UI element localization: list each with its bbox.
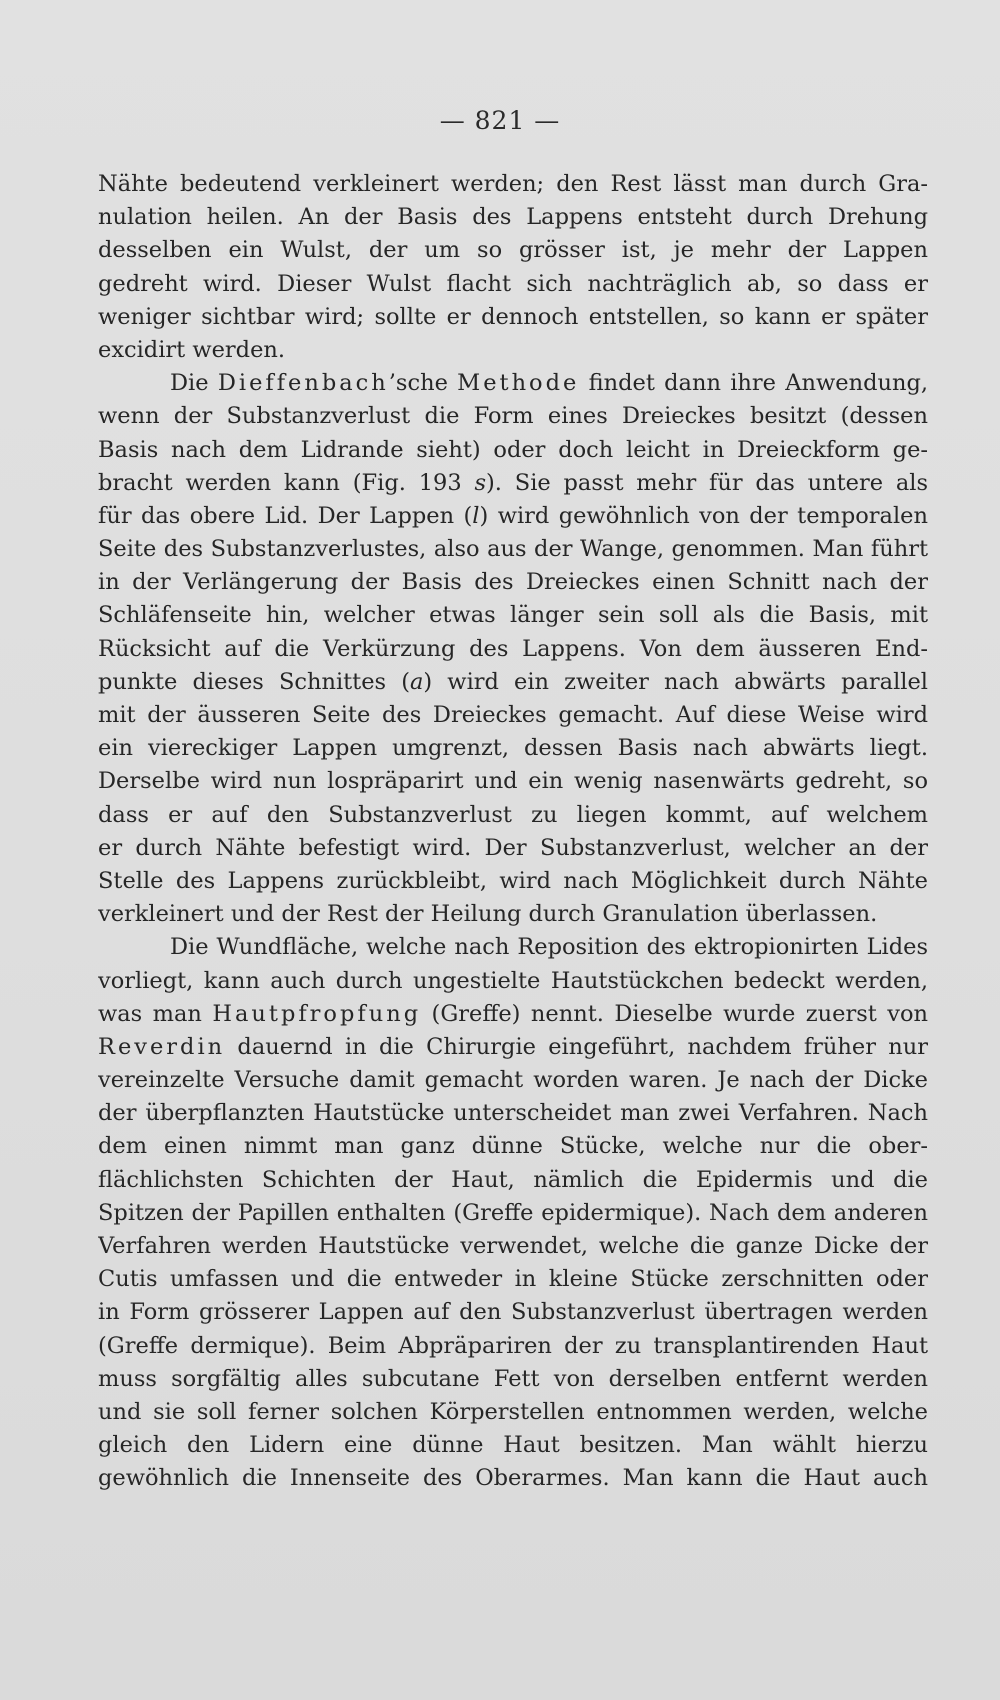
text-line: in Form grösserer Lappen auf den Substanzverlust übertragen werden: [98, 1299, 928, 1326]
body-text: [98, 168, 928, 1496]
text-line: (Greffe dermique). Beim Abpräpariren der zu transplantirenden Haut: [98, 1332, 928, 1359]
text-line: Nähte bedeutend verkleinert werden; den Rest lässt man durch Gra-: [98, 171, 928, 197]
text-line: Schläfenseite hin, welcher etwas länger sein soll als die Basis, mit: [98, 602, 928, 629]
text-line: Rücksicht auf die Verkürzung des Lappens. Von dem äusseren End-: [98, 635, 928, 662]
text-line: Die Dieffenbach’sche Methode findet dann ihre Anwendung,: [170, 370, 928, 397]
text-line: dem einen nimmt man ganz dünne Stücke, welche nur die ober-: [98, 1133, 928, 1160]
text-line: gedreht wird. Dieser Wulst flacht sich nachträglich ab, so dass er: [98, 270, 928, 297]
text-line: gleich den Lidern eine dünne Haut besitzen. Man wählt hierzu: [98, 1432, 928, 1459]
text-line: was man Hautpfropfung (Greffe) nennt. Dieselbe wurde zuerst von: [98, 1000, 928, 1027]
text-line: der überpflanzten Hautstücke unterscheidet man zwei Verfahren. Nach: [98, 1100, 928, 1127]
text-line: ein viereckiger Lappen umgrenzt, dessen Basis nach abwärts liegt.: [98, 735, 928, 762]
text-line: verkleinert und der Rest der Heilung durch Granulation überlassen.: [98, 901, 878, 928]
author-name-reverdin: Reverdin: [98, 1033, 226, 1060]
text-line: wenn der Substanzverlust die Form eines Dreieckes besitzt (dessen: [98, 403, 928, 430]
text-line: Basis nach dem Lidrande sieht) oder doch leicht in Dreieckform ge-: [98, 436, 928, 463]
text-line: dass er auf den Substanzverlust zu liegen kommt, auf welchem: [98, 801, 928, 828]
page-number: — 821 —: [439, 106, 561, 135]
text-line: Seite des Substanzverlustes, also aus der Wange, genommen. Man führt: [98, 536, 928, 563]
text-line: für das obere Lid. Der Lappen (l) wird gewöhnlich von der temporalen: [98, 502, 928, 529]
text-line: desselben ein Wulst, der um so grösser ist, je mehr der Lappen: [98, 237, 928, 264]
text-line: vereinzelte Versuche damit gemacht worden waren. Je nach der Dicke: [98, 1067, 928, 1094]
text-line: Cutis umfassen und die entweder in kleine Stücke zerschnitten oder: [98, 1266, 928, 1293]
text-line: vorliegt, kann auch durch ungestielte Hautstückchen bedeckt werden,: [98, 967, 928, 994]
figure-label-s: s: [474, 469, 487, 496]
term-methode: Methode: [457, 370, 580, 397]
text-line: Spitzen der Papillen enthalten (Greffe epidermique). Nach dem anderen: [98, 1199, 928, 1226]
text-line: flächlichsten Schichten der Haut, nämlich die Epidermis und die: [98, 1166, 928, 1193]
text-line: punkte dieses Schnittes (a) wird ein zweiter nach abwärts parallel: [98, 668, 928, 695]
text-line: Verfahren werden Hautstücke verwendet, welche die ganze Dicke der: [98, 1233, 928, 1259]
text-line: in der Verlängerung der Basis des Dreieckes einen Schnitt nach der: [98, 569, 928, 596]
figure-label-l: l: [472, 502, 480, 529]
text-line: und sie soll ferner solchen Körperstellen entnommen werden, welche: [98, 1398, 928, 1425]
text-line: er durch Nähte befestigt wird. Der Substanzverlust, welcher an der: [98, 834, 928, 861]
text-line: Die Wundfläche, welche nach Reposition des ektropionirten Lides: [170, 934, 928, 961]
text-line: weniger sichtbar wird; sollte er dennoch entstellen, so kann er später: [98, 303, 928, 330]
text-line: bracht werden kann (Fig. 193 s). Sie passt mehr für das untere als: [98, 469, 928, 496]
text-line: Reverdin dauernd in die Chirurgie eingeführt, nachdem früher nur: [98, 1033, 928, 1060]
text-line: muss sorgfältig alles subcutane Fett von derselben entfernt werden: [98, 1365, 928, 1392]
term-hautpfropfung: Hautpfropfung: [212, 1000, 422, 1027]
text-line: Stelle des Lappens zurückbleibt, wird nach Möglichkeit durch Nähte: [98, 867, 928, 894]
figure-label-a: a: [409, 668, 424, 695]
text-line: gewöhnlich die Innenseite des Oberarmes. Man kann die Haut auch: [98, 1465, 928, 1492]
author-name-dieffenbach: Dieffenbach: [217, 370, 389, 397]
text-line: nulation heilen. An der Basis des Lappens entsteht durch Drehung: [98, 204, 928, 231]
text-line: excidirt werden.: [98, 336, 286, 363]
text-line: mit der äusseren Seite des Dreieckes gemacht. Auf diese Weise wird: [98, 702, 928, 728]
text-line: Derselbe wird nun lospräparirt und ein wenig nasenwärts gedreht, so: [98, 768, 928, 795]
